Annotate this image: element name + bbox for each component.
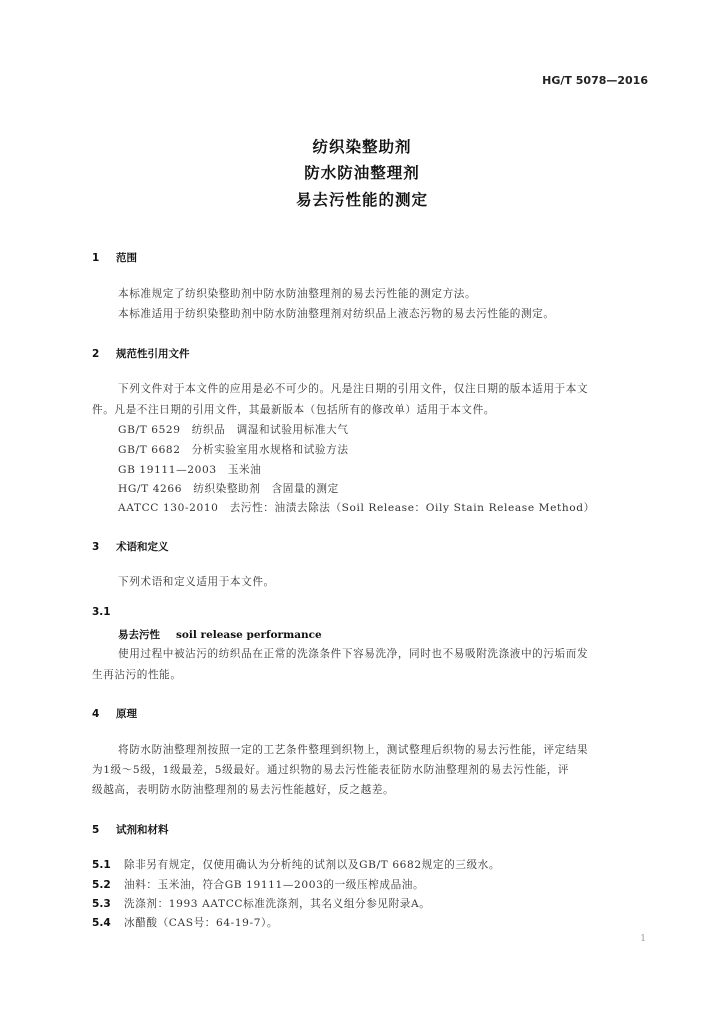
title-line-3: 易去污性能的测定 <box>295 191 428 209</box>
list-item <box>92 857 500 872</box>
section-number: 1 <box>92 252 100 264</box>
section-number: 4 <box>92 708 100 720</box>
term-chinese: 易去污性 <box>118 629 160 641</box>
title-line-2: 防水防油整理剂 <box>304 164 420 182</box>
section-1-heading <box>92 250 137 265</box>
item-number: 5.1 <box>92 859 111 871</box>
paragraph-line: 为1级～5级，1级最差，5级最好。通过织物的易去污性能表征防水防油整理剂的易去污性能，评 <box>92 764 570 776</box>
item-number: 5.4 <box>92 917 111 929</box>
section-title: 规范性引用文件 <box>116 348 190 360</box>
definition-line: 生再沾污的性能。 <box>92 669 182 681</box>
reference-item: GB/T 6682 分析实验室用水规格和试验方法 <box>118 444 349 456</box>
page-number: 1 <box>640 934 646 944</box>
section-4-heading <box>92 706 137 721</box>
paragraph: 本标准规定了纺织染整助剂中防水防油整理剂的易去污性能的测定方法。 <box>118 288 477 300</box>
list-item <box>92 915 278 930</box>
reference-item: HG/T 4266 纺织染整助剂 含固量的测定 <box>118 483 339 495</box>
section-number: 5 <box>92 824 100 836</box>
reference-item: AATCC 130-2010 去污性：油渍去除法（Soil Release：Oily Stain Release Method） <box>118 502 595 514</box>
section-3-heading <box>92 539 169 554</box>
term-entry <box>118 627 322 642</box>
item-text: 洗涤剂：1993 AATCC标准洗涤剂，其名义组分参见附录A。 <box>124 898 431 910</box>
item-number: 5.2 <box>92 879 111 891</box>
section-5-heading <box>92 822 169 837</box>
list-item <box>92 877 424 892</box>
document-code: HG/T 5078—2016 <box>542 74 648 87</box>
paragraph-line: 将防水防油整理剂按照一定的工艺条件整理到织物上，测试整理后织物的易去污性能，评定结果 <box>118 744 589 756</box>
section-title: 原理 <box>116 708 137 720</box>
section-2-heading <box>92 346 190 361</box>
paragraph: 下列术语和定义适用于本文件。 <box>118 576 275 588</box>
definition-line: 使用过程中被沾污的纺织品在正常的洗涤条件下容易洗净，同时也不易吸附洗涤液中的污垢而发 <box>118 648 589 660</box>
section-title: 试剂和材料 <box>116 824 169 836</box>
paragraph-line: 件。凡是不注日期的引用文件，其最新版本（包括所有的修改单）适用于本文件。 <box>92 404 495 416</box>
paragraph-line: 下列文件对于本文件的应用是必不可少的。凡是注日期的引用文件，仅注日期的版本适用于本文 <box>118 383 589 395</box>
paragraph: 本标准适用于纺织染整助剂中防水防油整理剂对纺织品上液态污物的易去污性能的测定。 <box>118 308 555 320</box>
item-text: 除非另有规定，仅使用确认为分析纯的试剂以及GB/T 6682规定的三级水。 <box>124 859 501 871</box>
item-number: 5.3 <box>92 898 111 910</box>
item-text: 油料：玉米油，符合GB 19111—2003的一级压榨成品油。 <box>124 879 425 891</box>
reference-item: GB 19111—2003 玉米油 <box>118 464 262 476</box>
section-number: 3 <box>92 541 100 553</box>
section-number: 2 <box>92 348 100 360</box>
section-title: 范围 <box>116 252 137 264</box>
paragraph-line: 级越高，表明防水防油整理剂的易去污性能越好，反之越差。 <box>92 784 395 796</box>
reference-item: GB/T 6529 纺织品 调湿和试验用标准大气 <box>118 424 349 436</box>
title-line-1: 纺织染整助剂 <box>312 138 412 156</box>
subsection-number: 3.1 <box>92 606 111 618</box>
list-item <box>92 896 430 911</box>
section-title: 术语和定义 <box>116 541 169 553</box>
term-english: soil release performance <box>176 629 322 641</box>
item-text: 冰醋酸（CAS号：64-19-7）。 <box>124 917 279 929</box>
